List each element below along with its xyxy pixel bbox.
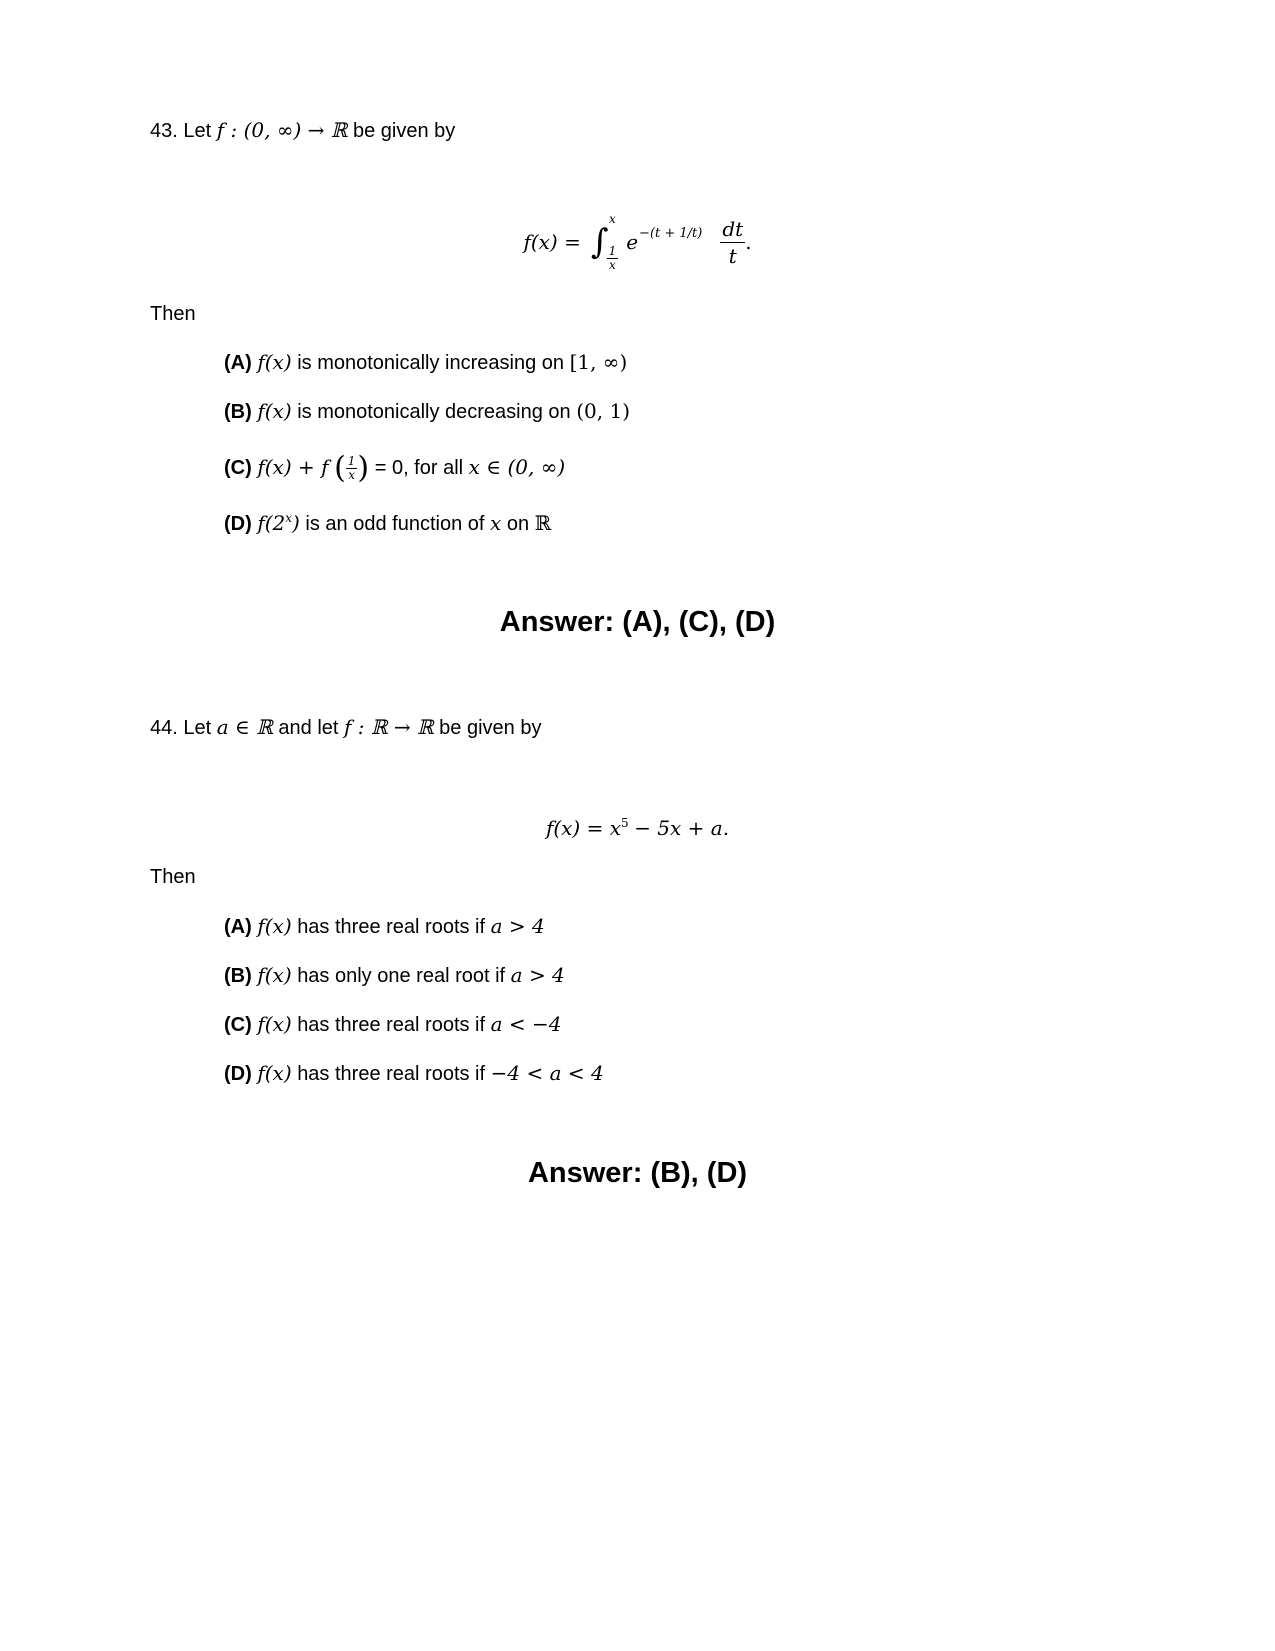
q43-number: 43.	[150, 120, 178, 142]
q43-integral	[591, 212, 618, 272]
q44-option-d: (D) f(x) has three real roots if −4 < a < 4	[224, 1061, 604, 1085]
q43-exponent: −(t + 1/t)	[639, 225, 703, 241]
q44-stem-pre: Let	[183, 717, 212, 739]
q44-stem-var: a ∈ ℝ	[216, 715, 273, 739]
q43-lower-limit: $\frac{1}{x}$	[608, 244, 617, 272]
q43-option-a: (A) f(x) is monotonically increasing on [1, ∞)	[224, 350, 628, 374]
q43-stem-post: be given by	[352, 120, 456, 142]
q43-then: Then	[150, 303, 196, 325]
q44-answer: Answer: (B), (D)	[527, 1157, 748, 1189]
q44-option-a: (A) f(x) has three real roots if a > 4	[224, 914, 545, 938]
q44-stem-map: f : ℝ → ℝ	[344, 715, 434, 739]
q44-number: 44.	[150, 717, 178, 739]
q44-option-b: (B) f(x) has only one real root if a > 4	[224, 963, 565, 987]
q44-formula: $f(x) = x^5 - 5x + a$.	[545, 816, 730, 840]
q43-option-c: (C) f(x) + f ( $\frac{1}{x}$ ) = 0, for all x ∈ (0, ∞)	[224, 450, 566, 486]
q43-stem	[150, 118, 455, 143]
q43-formula-end: .	[745, 230, 752, 254]
q44-stem-post: be given by	[439, 717, 542, 739]
q44-stem	[150, 715, 541, 740]
q43-dt-fraction: $\frac{dt}{t}$	[722, 216, 744, 268]
q43-formula-lhs: f(x) =	[523, 230, 581, 254]
q43-stem-pre: Let	[183, 120, 212, 142]
q44-then: Then	[150, 866, 196, 888]
q43-option-b: (B) f(x) is monotonically decreasing on (0, 1)	[224, 399, 631, 423]
q43-stem-map: f : (0, ∞) → ℝ	[216, 118, 348, 142]
integral-sign: ∫	[590, 222, 609, 262]
q44-stem-mid: and let	[278, 717, 339, 739]
q43-option-d: (D) f(2$^x$) is an odd function of x on ℝ	[224, 511, 552, 535]
q43-answer: Answer: (A), (C), (D)	[499, 606, 776, 638]
q44-option-c: (C) f(x) has three real roots if a < −4	[224, 1012, 562, 1036]
q43-integrand: e	[626, 230, 639, 254]
q43-option-c-fraction: $\frac{1}{x}$	[347, 454, 356, 483]
q43-formula	[0, 212, 1275, 272]
q43-upper-limit: x	[608, 212, 616, 226]
